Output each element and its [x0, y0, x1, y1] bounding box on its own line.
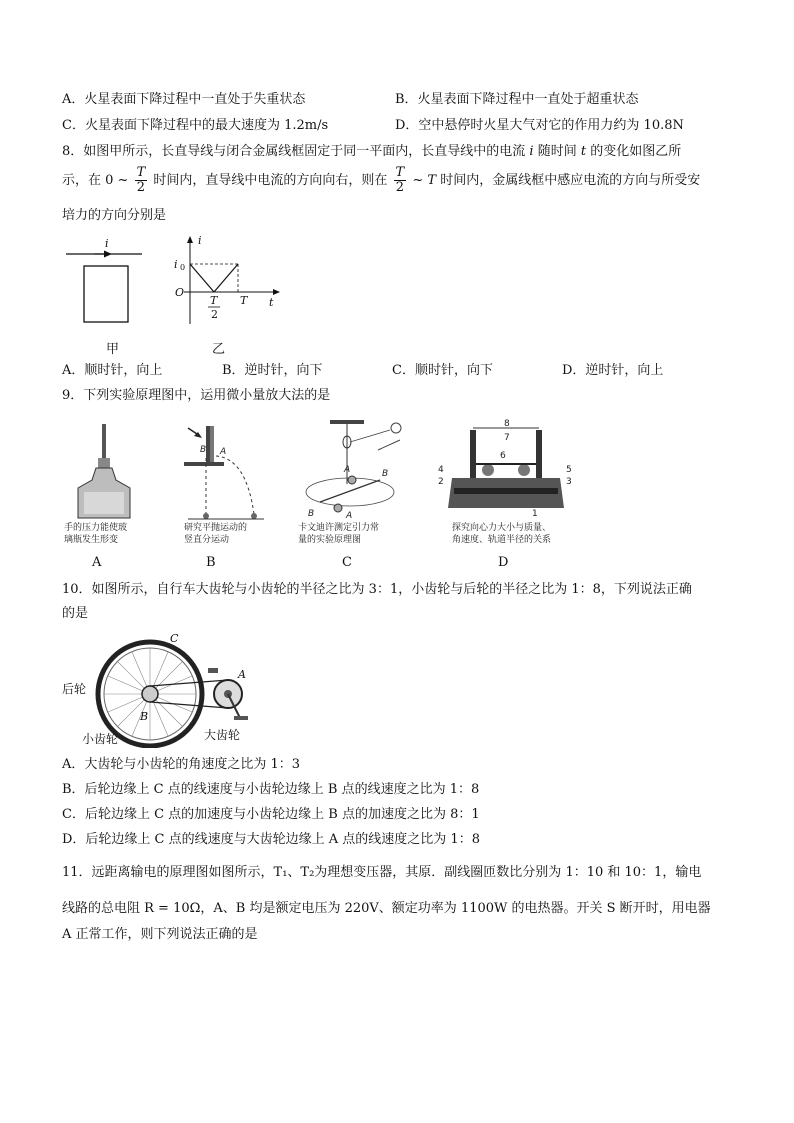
- cavendish-illustration: [306, 420, 401, 521]
- q9-label-d: D: [498, 555, 509, 570]
- svg-text:A: A: [238, 668, 246, 681]
- q9-figures: [60, 418, 580, 552]
- q9-stem: 9．下列实验原理图中，运用微小量放大法的是: [62, 388, 331, 403]
- q8-option-a: A．顺时针，向上: [62, 363, 163, 378]
- svg-text:7: 7: [504, 433, 510, 443]
- svg-text:0: 0: [180, 263, 186, 272]
- q11-stem-line2: 线路的总电阻 R = 10Ω，A、B 均是额定电压为 220V、额定功率为 1100W 的电热器。开关 S 断开时，用电器: [62, 901, 711, 916]
- svg-text:8: 8: [504, 419, 510, 429]
- svg-text:i: i: [198, 234, 202, 247]
- svg-text:A: A: [344, 465, 351, 475]
- q8-stem-line2: 示，在 0 ~ $\frac{T}{2}$ 时间内，直导线中电流的方向向右，则在 $\frac{T}{2}$ ~ T 时间内，金属线框中感应电流的方向与所受安: [62, 165, 701, 195]
- svg-text:2: 2: [211, 308, 218, 321]
- small-gear: [142, 686, 158, 702]
- caption-a-line1: 手的压力能使玻: [64, 523, 128, 533]
- q9-label-c: C: [342, 555, 352, 570]
- label-big-gear: 大齿轮: [204, 728, 241, 742]
- svg-text:B: B: [200, 445, 207, 455]
- q8-option-d: D．逆时针，向上: [562, 363, 664, 378]
- q11-stem-line1: 11．远距离输电的原理图如图所示，T₁、T₂为理想变压器，其原．副线圈匝数比分别为 1：10 和 10：1，输电: [62, 865, 702, 880]
- caption-c-line1: 卡文迪许测定引力常: [298, 523, 380, 533]
- caption-d-line2: 角速度、轨道半径的关系: [452, 535, 552, 545]
- caption-c-line2: 量的实验原理图: [298, 535, 362, 545]
- centripetal-apparatus-illustration: [438, 419, 572, 519]
- label-rear-wheel: 后轮: [62, 682, 87, 696]
- svg-text:5: 5: [566, 465, 572, 475]
- svg-text:B: B: [308, 509, 315, 519]
- svg-text:T: T: [210, 294, 218, 307]
- q9-label-a: A: [92, 555, 102, 570]
- figure-label-yi: 乙: [212, 342, 226, 357]
- caption-d-line1: 探究向心力大小与质量、: [452, 523, 552, 533]
- svg-text:B: B: [382, 469, 389, 479]
- svg-text:O: O: [175, 286, 185, 299]
- q8-figure: [60, 232, 290, 332]
- label-small-gear: 小齿轮: [82, 732, 119, 746]
- q8-stem-line3: 培力的方向分别是: [62, 208, 167, 223]
- svg-text:4: 4: [438, 465, 444, 475]
- svg-text:3: 3: [566, 477, 572, 487]
- svg-text:T: T: [240, 294, 248, 307]
- q9-label-b: B: [206, 555, 216, 570]
- q10-option-b: B．后轮边缘上 C 点的线速度与小齿轮边缘上 B 点的线速度之比为 1：8: [62, 782, 480, 797]
- svg-text:A: A: [220, 447, 227, 457]
- svg-text:A: A: [346, 511, 353, 521]
- metal-frame: [84, 266, 128, 322]
- svg-text:t: t: [269, 296, 274, 309]
- q8-option-c: C．顺时针，向下: [392, 363, 493, 378]
- current-arrow-icon: [104, 251, 112, 258]
- q8-option-b: B．逆时针，向下: [222, 363, 323, 378]
- q7-option-b: B．火星表面下降过程中一直处于超重状态: [395, 92, 639, 107]
- svg-text:B: B: [140, 710, 149, 723]
- q10-option-c: C．后轮边缘上 C 点的加速度与小齿轮边缘上 B 点的加速度之比为 8：1: [62, 807, 480, 822]
- q7-option-d: D．空中悬停时火星大气对它的作用力约为 10.8N: [395, 118, 684, 133]
- projectile-illustration: [184, 426, 264, 519]
- caption-a-line2: 璃瓶发生形变: [64, 535, 119, 545]
- q11-stem-line3: A 正常工作，则下列说法正确的是: [62, 927, 258, 942]
- svg-text:i: i: [174, 258, 178, 271]
- fraction-T-over-2: $\frac{T}{2}$: [136, 165, 146, 195]
- fraction-T-over-2: $\frac{T}{2}$: [395, 165, 405, 195]
- q10-option-a: A．大齿轮与小齿轮的角速度之比为 1：3: [62, 757, 301, 772]
- q8-stem-line1: 8．如图甲所示，长直导线与闭合金属线框固定于同一平面内，长直导线中的电流 i 随时间 t 的变化如图乙所: [62, 144, 682, 159]
- svg-text:i: i: [105, 237, 109, 250]
- caption-b-line2: 竖直分运动: [184, 535, 230, 545]
- q10-stem-line2: 的是: [62, 606, 89, 621]
- q10-stem-line1: 10．如图所示，自行车大齿轮与小齿轮的半径之比为 3：1，小齿轮与后轮的半径之比为 1：8，下列说法正确: [62, 582, 692, 597]
- caption-b-line1: 研究平抛运动的: [184, 523, 248, 533]
- q7-option-c: C．火星表面下降过程中的最大速度为 1.2m/s: [62, 118, 329, 133]
- figure-label-jia: 甲: [106, 342, 120, 357]
- q10-option-d: D．后轮边缘上 C 点的线速度与大齿轮边缘上 A 点的线速度之比为 1：8: [62, 832, 480, 847]
- q7-option-a: A．火星表面下降过程中一直处于失重状态: [62, 92, 306, 107]
- svg-text:C: C: [170, 632, 179, 645]
- svg-text:6: 6: [500, 451, 506, 461]
- svg-text:1: 1: [532, 509, 538, 519]
- svg-text:2: 2: [438, 477, 444, 487]
- bottle-illustration: [78, 424, 130, 518]
